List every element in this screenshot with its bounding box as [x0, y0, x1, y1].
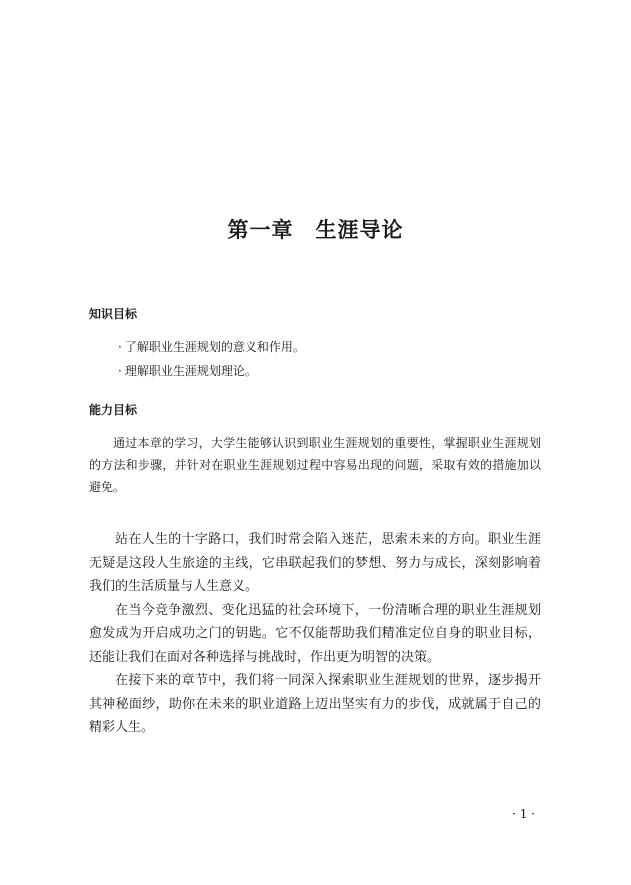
body-paragraph: 在接下来的章节中，我们将一同深入探索职业生涯规划的世界，逐步揭开其神秘面纱，助你在未来的职业道路上迈出坚实有力的步伐，成就属于自己的精彩人生。: [89, 673, 541, 735]
list-item: · 了解职业生涯规划的意义和作用。: [118, 337, 305, 361]
list-item: · 理解职业生涯规划理论。: [118, 361, 305, 385]
chapter-intro: [89, 528, 541, 740]
knowledge-goals-list: [118, 337, 305, 385]
page-number: · 1 ·: [512, 807, 535, 821]
body-paragraph: 在当今竞争激烈、变化迅猛的社会环境下，一份清晰合理的职业生涯规划愈发成为开启成功之门的钥匙。它不仅能帮助我们精准定位自身的职业目标，还能让我们在面对各种选择与挑战时，作出更为明智的决策。: [89, 602, 541, 665]
body-paragraph: 站在人生的十字路口，我们时常会陷入迷茫，思索未来的方向。职业生涯无疑是这段人生旅途的主线，它串联起我们的梦想、努力与成长，深刻影响着我们的生活质量与人生意义。: [89, 532, 541, 594]
ability-goals-heading: 能力目标: [89, 403, 138, 417]
chapter-title: 第一章 生涯导论: [227, 217, 404, 242]
knowledge-goals-heading: 知识目标: [89, 307, 138, 321]
ability-goals-text: 通过本章的学习，大学生能够认识到职业生涯规划的重要性，掌握职业生涯规划的方法和步骤，并针对在职业生涯规划过程中容易出现的问题，采取有效的措施加以避免。: [89, 436, 541, 494]
